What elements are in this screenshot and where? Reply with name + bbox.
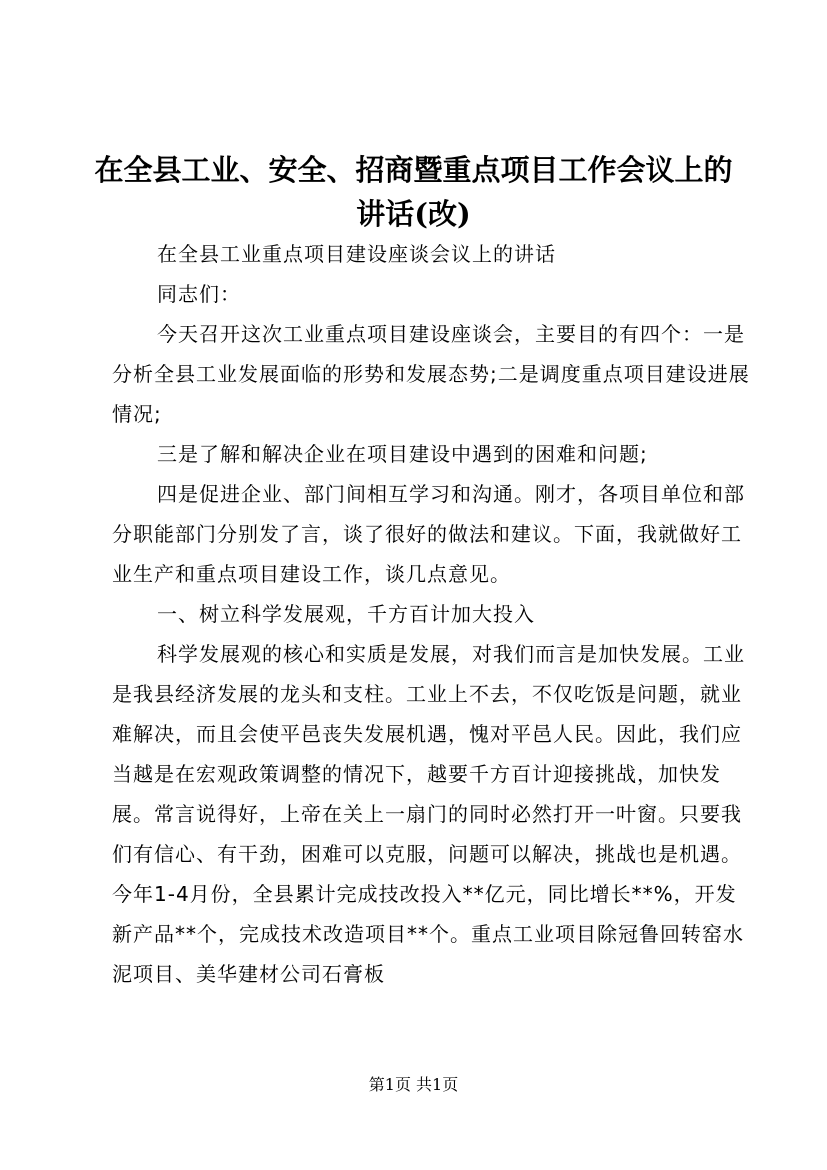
document-title: 在全县工业、安全、招商暨重点项目工作会议上的讲话(改): [94, 153, 733, 231]
page-footer: 第1页 共1页: [368, 1075, 459, 1094]
body-paragraph: 科学发展观的核心和实质是发展，对我们而言是加快发展。工业是我县经济发展的龙头和支柱。工业上不去，不仅吃饭是问题，就业难解决，而且会使平邑丧失发展机遇，愧对平邑人民。因此，我们应当越是在宏观政策调整的情况下，越要千方百计迎接挑战，加快发展。常言说得好，上帝在关上一扇门的同时必然打开一叶窗。只要我们有信心、有干劲，困难可以克服，问题可以解决，挑战也是机遇。今年1-4月份，全县累计完成技改投入**亿元，同比增长**%，开发新产品**个，完成技术改造项目**个。重点工业项目除冠鲁回转窑水泥项目、美华建材公司石膏板: [112, 642, 745, 986]
body-paragraph: 今天召开这次工业重点项目建设座谈会，主要目的有四个：一是分析全县工业发展面临的形势和发展态势;二是调度重点项目建设进展情况;: [112, 322, 750, 426]
body-paragraph: 四是促进企业、部门间相互学习和沟通。刚才，各项目单位和部分职能部门分别发了言，谈了很好的做法和建议。下面，我就做好工业生产和重点项目建设工作，谈几点意见。: [112, 482, 745, 586]
salutation-paragraph: 同志们：: [157, 282, 241, 306]
section-heading: 一、树立科学发展观，千方百计加大投入: [157, 602, 535, 626]
document-body: [112, 234, 752, 994]
subtitle-paragraph: 在全县工业重点项目建设座谈会议上的讲话: [157, 242, 556, 266]
body-paragraph: 三是了解和解决企业在项目建设中遇到的困难和问题;: [157, 442, 648, 466]
